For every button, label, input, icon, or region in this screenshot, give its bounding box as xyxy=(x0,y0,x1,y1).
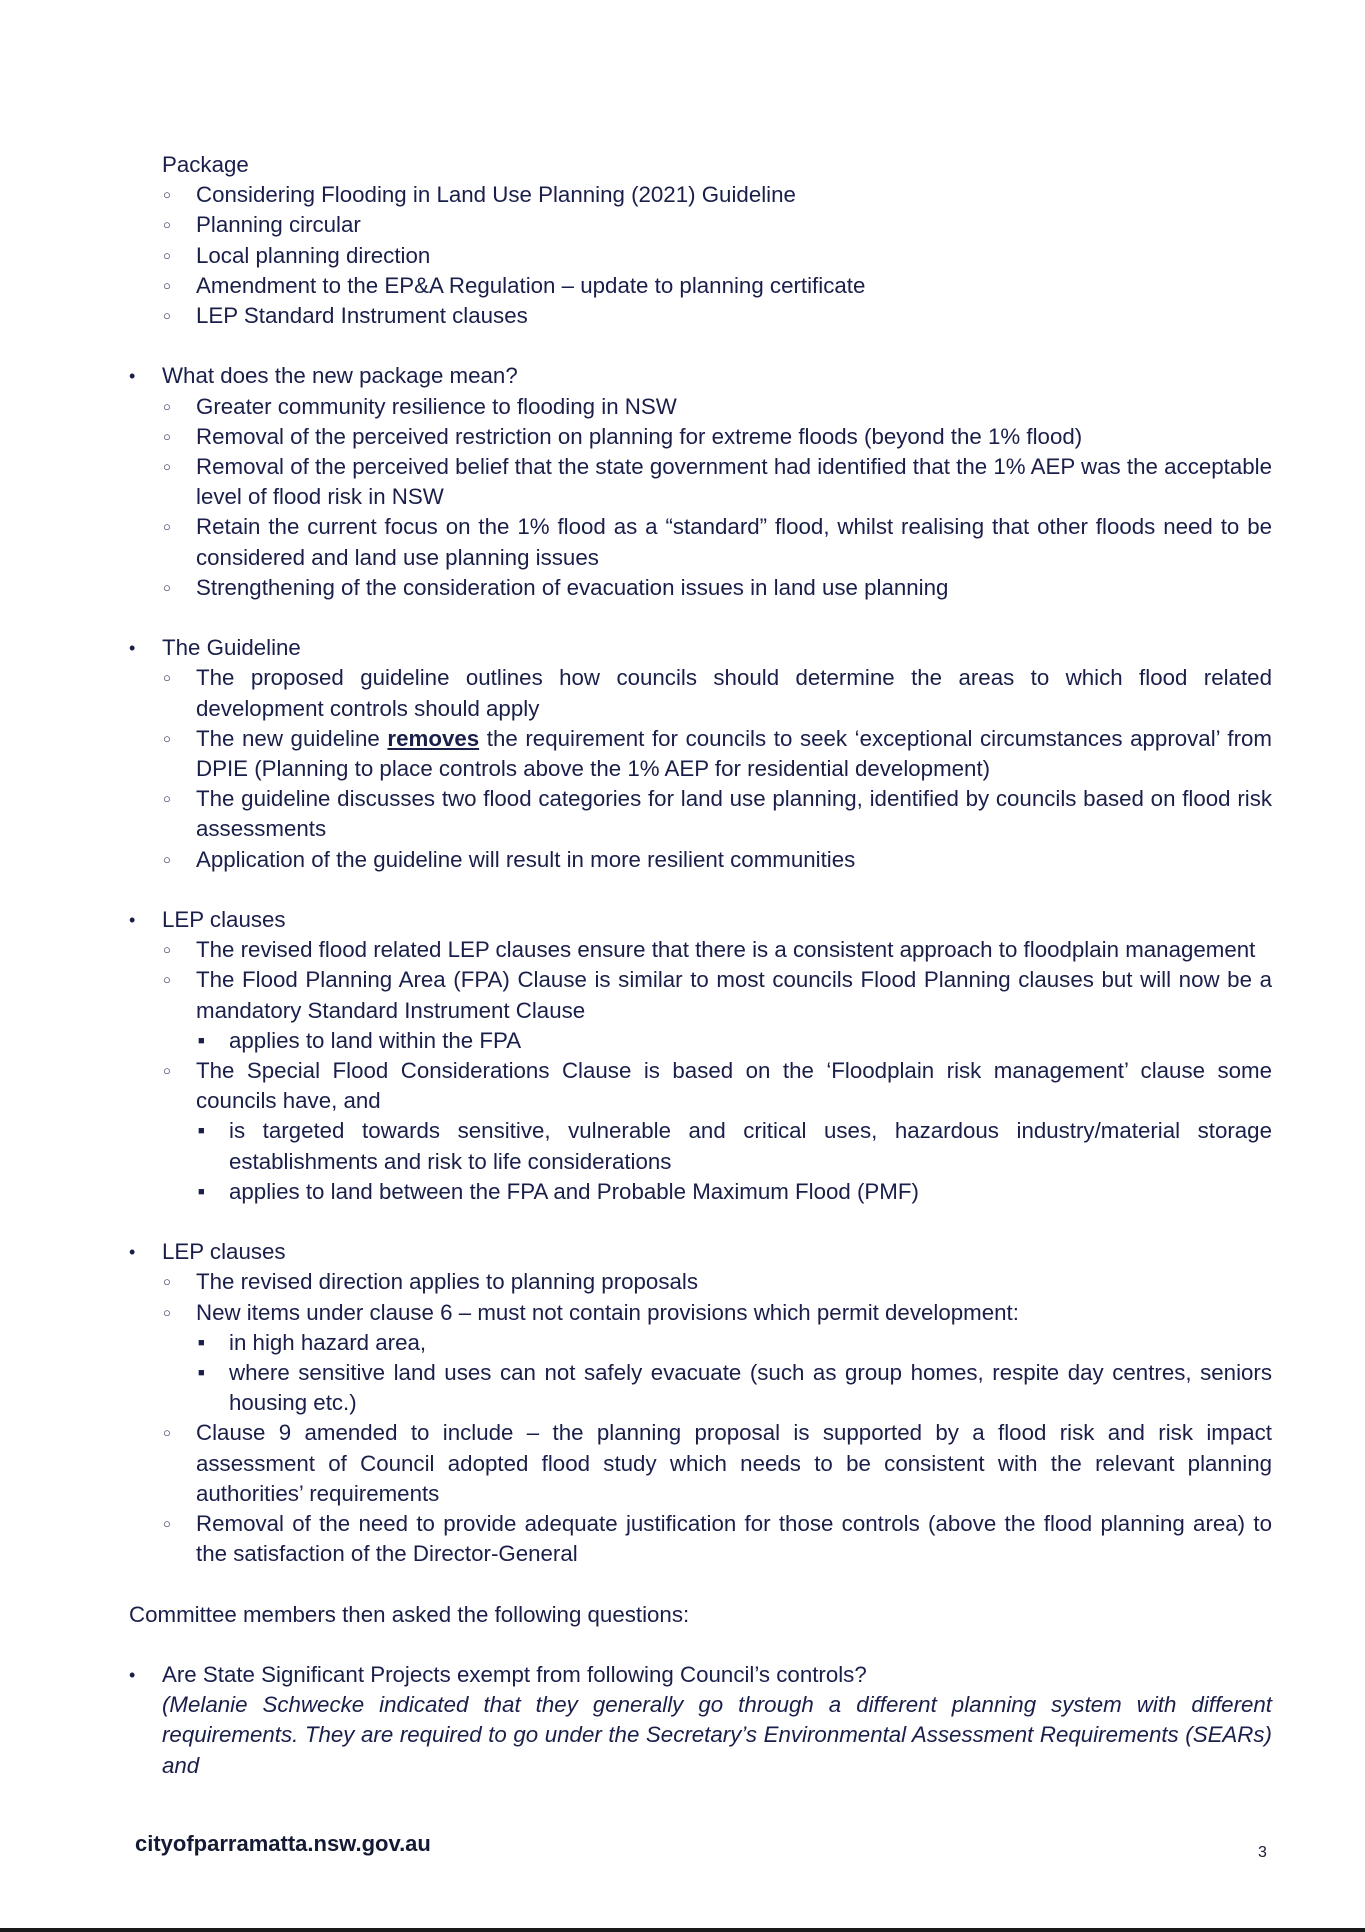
circle-bullet-icon: ○ xyxy=(163,851,171,867)
list-item: ○ Removal of the perceived restriction on planning for extreme floods (beyond the 1% flood) xyxy=(129,422,1272,452)
circle-bullet-icon: ○ xyxy=(163,730,171,746)
circle-bullet-icon: ○ xyxy=(163,791,171,807)
list-item: ○ Amendment to the EP&A Regulation – update to planning certificate xyxy=(129,271,1272,301)
list-item: ○ The revised flood related LEP clauses ensure that there is a consistent approach to floodplain management xyxy=(129,935,1272,965)
bullet-icon: • xyxy=(129,910,136,931)
sub-list-item: ■ applies to land within the FPA xyxy=(129,1026,1272,1056)
bullet-icon: • xyxy=(129,366,136,387)
list-item: ○ Strengthening of the consideration of evacuation issues in land use planning xyxy=(129,573,1272,603)
circle-bullet-icon: ○ xyxy=(163,1274,171,1290)
circle-bullet-icon: ○ xyxy=(163,942,171,958)
bullet-icon: • xyxy=(129,1665,136,1686)
circle-bullet-icon: ○ xyxy=(163,1425,171,1441)
square-bullet-icon: ■ xyxy=(198,1185,205,1198)
meaning-heading: • What does the new package mean? xyxy=(129,361,1272,391)
circle-bullet-icon: ○ xyxy=(163,1516,171,1532)
question-item: • Are State Significant Projects exempt from following Council’s controls? xyxy=(129,1660,1272,1690)
bullet-icon: • xyxy=(129,1242,136,1263)
list-item: ○ Removal of the perceived belief that the state government had identified that the 1% AEP was the acceptable level of flood risk in NSW xyxy=(163,454,1272,510)
square-bullet-icon: ■ xyxy=(198,1367,205,1380)
circle-bullet-icon: ○ xyxy=(163,308,171,324)
lep-clauses-heading: • LEP clauses xyxy=(129,1237,1272,1267)
answer-text: (Melanie Schwecke indicated that they generally go through a different planning system with different requirements. They are required to go under the Secretary’s Environmental Assessment Requirements (SEARs) and xyxy=(162,1692,1272,1778)
list-item: ○ The Flood Planning Area (FPA) Clause is similar to most councils Flood Planning clauses but will now be a mandatory Standard Instrument Clause xyxy=(163,967,1272,1023)
list-item: ○ Greater community resilience to flooding in NSW xyxy=(129,392,1272,422)
list-item: ○ The proposed guideline outlines how councils should determine the areas to which flood related development controls should apply xyxy=(163,665,1272,721)
spacer xyxy=(129,1569,1272,1599)
list-item: ○ LEP Standard Instrument clauses xyxy=(129,301,1272,331)
spacer xyxy=(129,1630,1272,1660)
spacer xyxy=(129,875,1272,905)
circle-bullet-icon: ○ xyxy=(163,187,171,203)
document-body xyxy=(129,150,1272,1781)
sub-list-item: ■ is targeted towards sensitive, vulnerable and critical uses, hazardous industry/material storage establishments and risk to life considerations xyxy=(198,1118,1272,1174)
list-item: ○ The Special Flood Considerations Clause is based on the ‘Floodplain risk management’ clause some councils have, and xyxy=(163,1058,1272,1114)
bullet-icon: • xyxy=(129,638,136,659)
circle-bullet-icon: ○ xyxy=(163,519,171,535)
list-item: ○ Removal of the need to provide adequate justification for those controls (above the flood planning area) to the satisfaction of the Director-General xyxy=(163,1511,1272,1567)
lep-clauses-heading: • LEP clauses xyxy=(129,905,1272,935)
square-bullet-icon: ■ xyxy=(198,1336,205,1349)
package-heading: Package xyxy=(162,152,249,177)
questions-intro: Committee members then asked the following questions: xyxy=(129,1601,690,1627)
spacer xyxy=(129,331,1272,361)
square-bullet-icon: ■ xyxy=(198,1125,205,1138)
circle-bullet-icon: ○ xyxy=(163,428,171,444)
circle-bullet-icon: ○ xyxy=(163,277,171,293)
list-item: ○ The revised direction applies to planning proposals xyxy=(129,1267,1272,1297)
list-item: ○ Local planning direction xyxy=(129,241,1272,271)
circle-bullet-icon: ○ xyxy=(163,1304,171,1320)
circle-bullet-icon: ○ xyxy=(163,972,171,988)
list-item: ○ Application of the guideline will result in more resilient communities xyxy=(129,845,1272,875)
list-item: ○ Retain the current focus on the 1% flood as a “standard” flood, whilst realising that other floods need to be considered and land use planning issues xyxy=(163,514,1272,570)
sub-list-item: ■ in high hazard area, xyxy=(129,1328,1272,1358)
circle-bullet-icon: ○ xyxy=(163,1063,171,1079)
list-item: ○ The guideline discusses two flood categories for land use planning, identified by councils based on flood risk assessments xyxy=(163,786,1272,842)
list-item: ○ The new guideline removes the requirement for councils to seek ‘exceptional circumstances approval’ from DPIE (Planning to place controls above the 1% AEP for residential development) xyxy=(163,725,1272,782)
sub-list-item: ■ applies to land between the FPA and Probable Maximum Flood (PMF) xyxy=(129,1177,1272,1207)
emphasis-removes: removes xyxy=(387,725,480,751)
page-bottom-edge xyxy=(0,1928,1365,1932)
square-bullet-icon: ■ xyxy=(198,1034,205,1047)
circle-bullet-icon: ○ xyxy=(163,579,171,595)
list-item: ○ Considering Flooding in Land Use Planning (2021) Guideline xyxy=(129,180,1272,210)
circle-bullet-icon: ○ xyxy=(163,398,171,414)
page-number: 3 xyxy=(1258,1844,1267,1861)
circle-bullet-icon: ○ xyxy=(163,247,171,263)
sub-list-item: ■ where sensitive land uses can not safely evacuate (such as group homes, respite day centres, seniors housing etc.) xyxy=(198,1360,1272,1416)
circle-bullet-icon: ○ xyxy=(163,459,171,475)
spacer xyxy=(129,1207,1272,1237)
spacer xyxy=(129,603,1272,633)
circle-bullet-icon: ○ xyxy=(163,670,171,686)
footer-website: cityofparramatta.nsw.gov.au xyxy=(135,1831,431,1856)
list-item: ○ New items under clause 6 – must not contain provisions which permit development: xyxy=(129,1298,1272,1328)
guideline-heading: • The Guideline xyxy=(129,633,1272,663)
circle-bullet-icon: ○ xyxy=(163,217,171,233)
list-item: ○ Planning circular xyxy=(129,210,1272,240)
list-item: ○ Clause 9 amended to include – the planning proposal is supported by a flood risk and risk impact assessment of Council adopted flood study which needs to be consistent with the relevant planning authorities’ requirements xyxy=(163,1420,1272,1506)
